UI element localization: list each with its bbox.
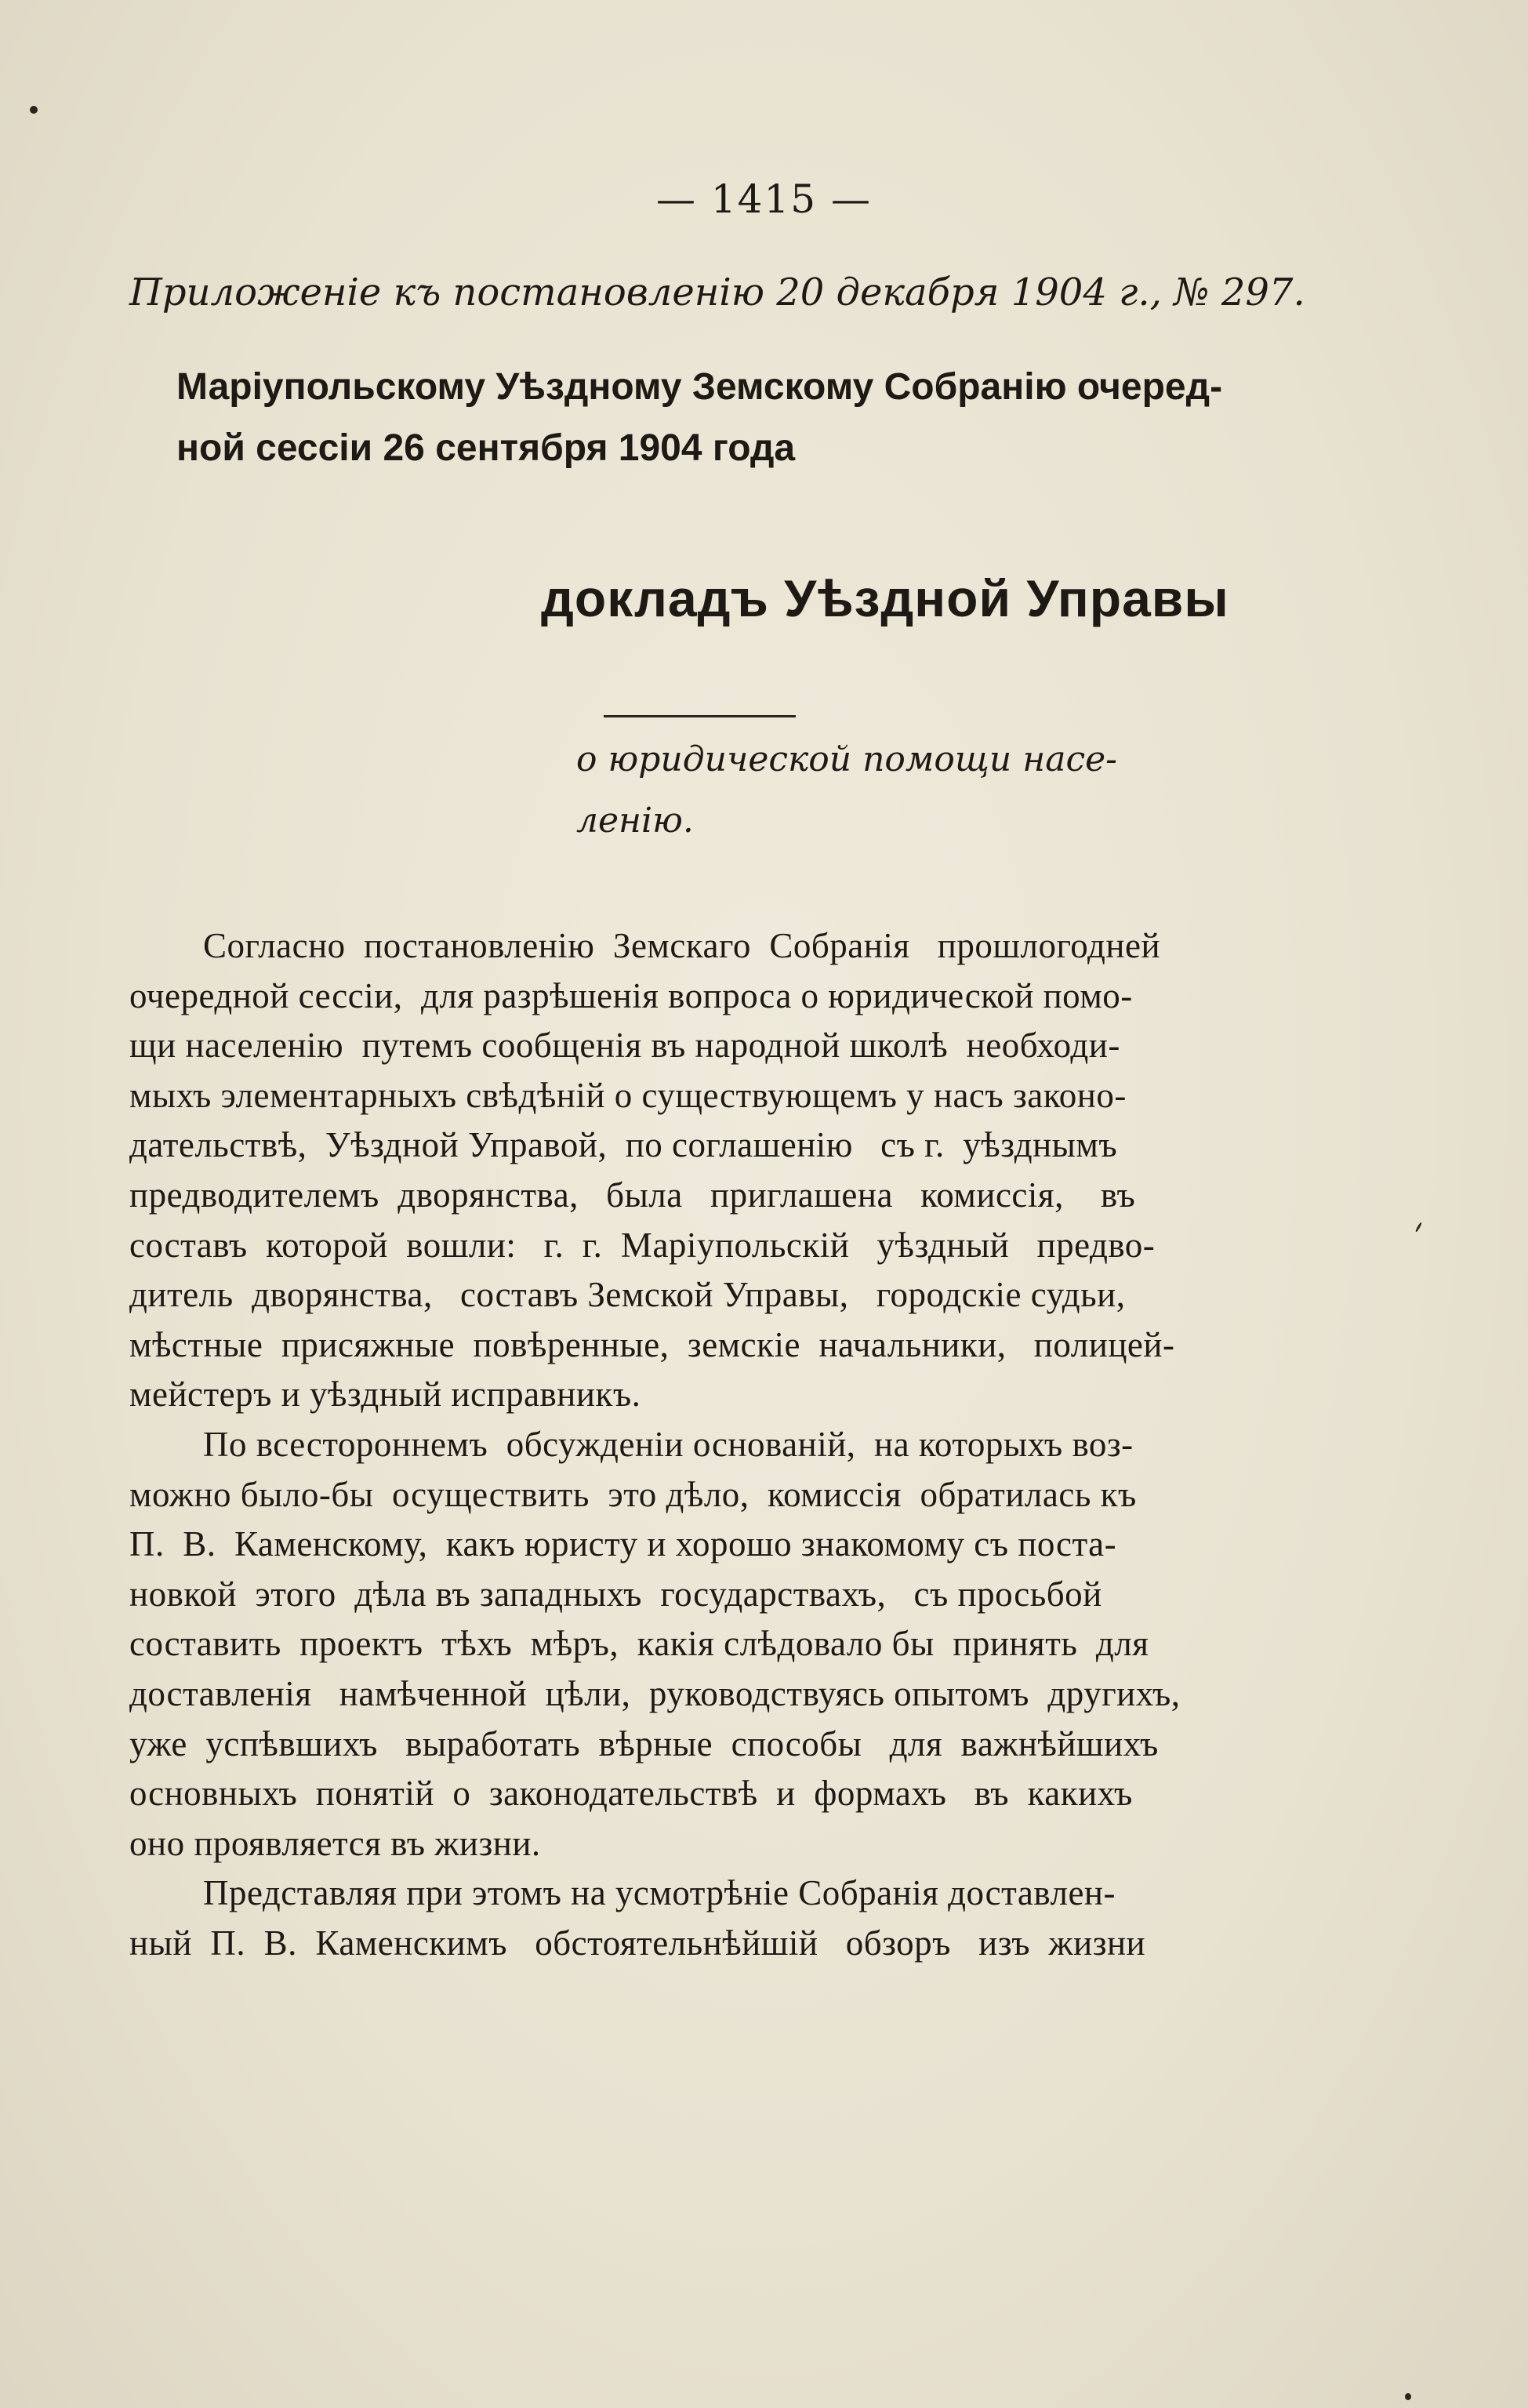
text-line: По всестороннемъ обсужденіи основаній, на которыхъ воз- [129,1424,1134,1464]
text-line: мыхъ элементарныхъ свѣдѣній о существующемъ у насъ законо- [129,1075,1127,1115]
addressee-line: ной сессіи 26 сентября 1904 года [176,427,796,469]
addressee-heading [176,357,1305,479]
ink-speck [1415,1222,1423,1233]
text-line: оно проявляется въ жизни. [129,1823,541,1863]
text-line: составъ которой вошли: г. г. Маріупольскій уѣздный предво- [129,1225,1156,1265]
text-line: П. В. Каменскому, какъ юристу и хорошо знакомому съ поста- [129,1524,1117,1564]
text-line: мѣстные присяжные повѣренные, земскіе начальники, полицей- [129,1324,1175,1364]
text-line: предводителемъ дворянства, была приглашена комиссія, въ [129,1175,1136,1215]
body-text [129,921,1305,1968]
text-line: Представляя при этомъ на усмотрѣніе Собранія доставлен- [129,1873,1116,1913]
text-line: дательствѣ, Уѣздной Управой, по соглашенію съ г. уѣзднымъ [129,1125,1118,1165]
report-subject [576,729,1305,852]
text-line: Согласно постановленію Земскаго Собранія прошлогодней [129,926,1161,965]
paragraph [129,1869,1305,1968]
text-line: уже успѣвшихъ выработать вѣрные способы для важнѣйшихъ [129,1723,1159,1763]
title-rule [604,715,796,717]
subject-line: о юридической помощи насе- [576,739,1118,779]
text-line: можно было-бы осуществить это дѣло, комиссія обратилась къ [129,1474,1137,1514]
appendix-reference: Приложеніе къ постановленію 20 декабря 1904 г., № 297. [129,271,1305,314]
subject-line: ленію. [576,801,694,841]
text-line: основныхъ понятій о законодательствѣ и формахъ въ какихъ [129,1774,1133,1814]
page-number: — 1415 — [655,176,873,222]
text-line: доставленія намѣченной цѣли, руководствуясь опытомъ другихъ, [129,1673,1181,1713]
text-line: щи населенію путемъ сообщенія въ народной школѣ необходи- [129,1026,1120,1066]
paragraph [129,921,1305,1420]
text-line: составить проектъ тѣхъ мѣръ, какія слѣдовало бы принять для [129,1624,1149,1664]
text-line: новкой этого дѣла въ западныхъ государствахъ, съ просьбой [129,1574,1102,1614]
ink-speck [1405,2393,1411,2400]
ink-speck [30,106,38,114]
report-title: докладъ Уѣздной Управы [541,569,1229,627]
text-line: очередной сессіи, для разрѣшенія вопроса о юридической помо- [129,975,1133,1015]
addressee-line: Маріупольскому Уѣздному Земскому Собранію очеред- [176,366,1223,408]
text-line: мейстеръ и уѣздный исправникъ. [129,1375,641,1415]
paragraph [129,1420,1305,1869]
text-line: дитель дворянства, составъ Земской Управы, городскіе судьи, [129,1275,1126,1315]
text-line: ный П. В. Каменскимъ обстоятельнѣйшій обзоръ изъ жизни [129,1923,1146,1963]
